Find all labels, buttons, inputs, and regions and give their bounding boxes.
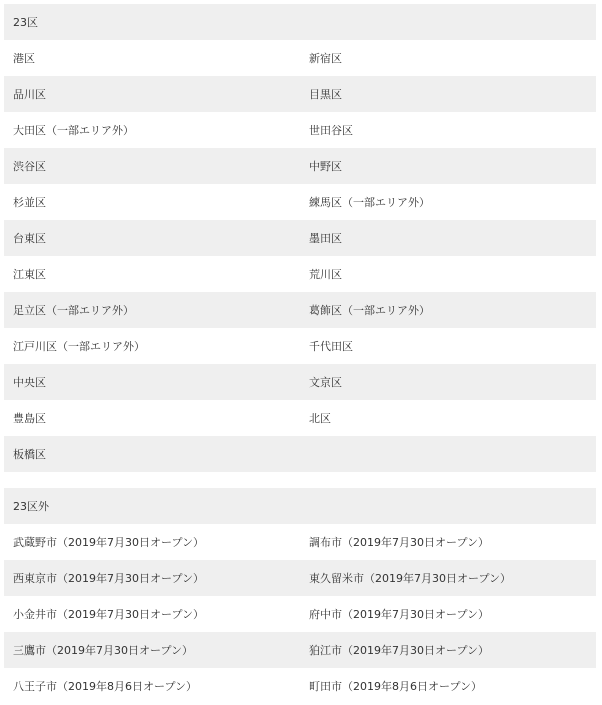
section-header-23-wards [4, 4, 596, 40]
table-row [4, 436, 596, 472]
area-cell: 中野区 [309, 160, 342, 173]
table-row [4, 220, 596, 256]
area-cell: 狛江市（2019年7月30日オープン） [309, 644, 489, 657]
table-row [4, 292, 596, 328]
area-cell: 府中市（2019年7月30日オープン） [309, 608, 489, 621]
area-cell: 品川区 [13, 88, 46, 101]
area-cell: 新宿区 [309, 52, 342, 65]
service-area-table [4, 4, 596, 704]
area-cell: 武蔵野市（2019年7月30日オープン） [13, 536, 204, 549]
section-spacer [4, 472, 596, 488]
area-cell: 大田区（一部エリア外） [13, 124, 134, 137]
section-title: 23区外 [13, 500, 49, 513]
area-cell: 豊島区 [13, 412, 46, 425]
area-cell: 東久留米市（2019年7月30日オープン） [309, 572, 511, 585]
section-header-outside-23-wards [4, 488, 596, 524]
table-row [4, 112, 596, 148]
area-cell: 町田市（2019年8月6日オープン） [309, 680, 483, 693]
table-row [4, 76, 596, 112]
table-row [4, 596, 596, 632]
table-row [4, 524, 596, 560]
area-cell: 八王子市（2019年8月6日オープン） [13, 680, 198, 693]
area-cell: 千代田区 [309, 340, 353, 353]
section-title: 23区 [13, 16, 38, 29]
table-row [4, 256, 596, 292]
area-cell: 文京区 [309, 376, 342, 389]
area-cell: 三鷹市（2019年7月30日オープン） [13, 644, 193, 657]
table-row [4, 40, 596, 76]
area-cell: 小金井市（2019年7月30日オープン） [13, 608, 204, 621]
area-cell: 中央区 [13, 376, 46, 389]
area-cell: 墨田区 [309, 232, 342, 245]
table-row [4, 148, 596, 184]
area-cell: 目黒区 [309, 88, 342, 101]
area-cell: 葛飾区（一部エリア外） [309, 304, 430, 317]
area-cell: 江戸川区（一部エリア外） [13, 340, 145, 353]
area-cell: 杉並区 [13, 196, 46, 209]
table-row [4, 668, 596, 704]
area-cell: 荒川区 [309, 268, 342, 281]
area-cell: 台東区 [13, 232, 46, 245]
table-row [4, 560, 596, 596]
area-cell: 世田谷区 [309, 124, 353, 137]
table-row [4, 400, 596, 436]
area-cell: 足立区（一部エリア外） [13, 304, 134, 317]
area-cell: 板橋区 [13, 448, 46, 461]
area-cell: 西東京市（2019年7月30日オープン） [13, 572, 204, 585]
area-cell: 北区 [309, 412, 331, 425]
area-cell: 渋谷区 [13, 160, 46, 173]
area-cell: 練馬区（一部エリア外） [309, 196, 430, 209]
area-cell: 港区 [13, 52, 35, 65]
table-row [4, 184, 596, 220]
area-cell: 調布市（2019年7月30日オープン） [309, 536, 489, 549]
table-row [4, 328, 596, 364]
table-row [4, 632, 596, 668]
area-cell: 江東区 [13, 268, 46, 281]
table-row [4, 364, 596, 400]
